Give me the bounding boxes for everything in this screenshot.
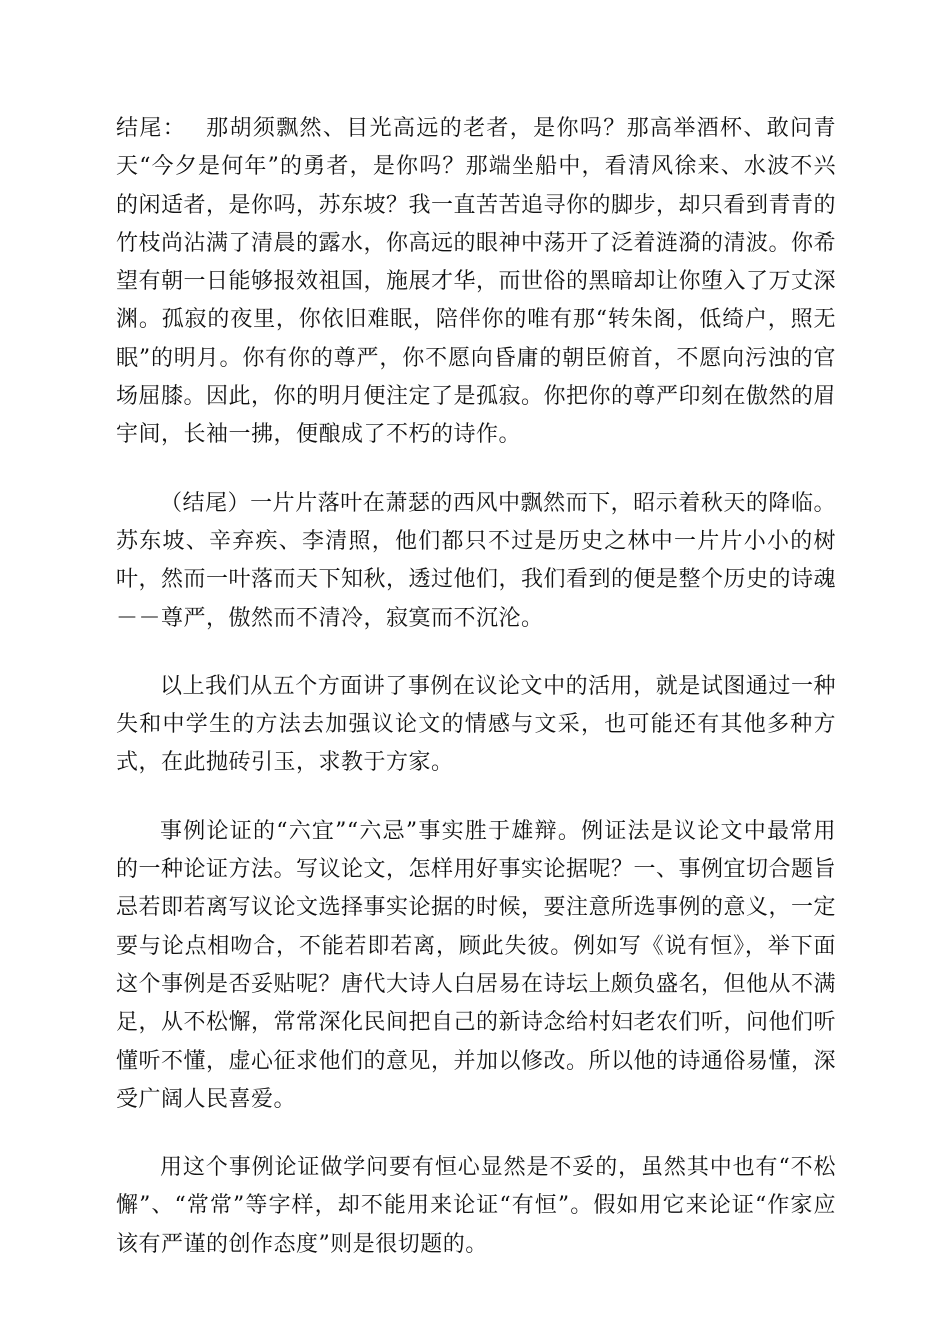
document-body xyxy=(116,110,836,1294)
paragraph-text: 那胡须飘然、目光高远的老者，是你吗？那高举酒杯、敢问青天“今夕是何年”的勇者，是你吗？那端坐船中，看清风徐来、水波不兴的闲适者，是你吗，苏东坡？我一直苦苦追寻你的脚步，却只看到青青的竹枝尚沾满了清晨的露水，你高远的眼神中荡开了泛着涟漪的清波。你希望有朝一日能够报效祖国，施展才华，而世俗的黑暗却让你堕入了万丈深渊。孤寂的夜里，你依旧难眠，陪伴你的唯有那“转朱阁，低绮户，照无眠”的明月。你有你的尊严，你不愿向昏庸的朝臣俯首，不愿向污浊的官场屈膝。因此，你的明月便注定了是孤寂。你把你的尊严印刻在傲然的眉宇间，长袖一拂，便酿成了不朽的诗作。 xyxy=(116,116,837,448)
paragraph-label: 结尾： xyxy=(116,116,187,141)
paragraph-ending-1 xyxy=(116,110,836,455)
paragraph-six-rules: 事例论证的“六宜”“六忌”事实胜于雄辩。例证法是议论文中最常用的一种论证方法。写议论文，怎样用好事实论据呢？一、事例宜切合题旨忌若即若离写议论文选择事实论据的时候，要注意所选事例的意义，一定要与论点相吻合，不能若即若离，顾此失彼。例如写《说有恒》，举下面这个事例是否妥贴呢？唐代大诗人白居易在诗坛上颇负盛名，但他从不满足，从不松懈，常常深化民间把自己的新诗念给村妇老农们听，问他们听懂听不懂，虚心征求他们的意见，并加以修改。所以他的诗通俗易懂，深受广阔人民喜爱。 xyxy=(116,818,837,1112)
paragraph-ending-2: （结尾）一片片落叶在萧瑟的西风中飘然而下，昭示着秋天的降临。苏东坡、辛弃疾、李清照，他们都只不过是历史之林中一片片小小的树叶，然而一叶落而天下知秋，透过他们，我们看到的便是整个历史的诗魂－－尊严，傲然而不清冷，寂寞而不沉沦。 xyxy=(116,490,837,631)
paragraph-summary: 以上我们从五个方面讲了事例在议论文中的活用，就是试图通过一种失和中学生的方法去加强议论文的情感与文采，也可能还有其他多种方式，在此抛砖引玉，求教于方家。 xyxy=(116,673,836,776)
paragraph-analysis: 用这个事例论证做学问要有恒心显然是不妥的，虽然其中也有“不松懈”、“常常”等字样，却不能用来论证“有恒”。假如用它来论证“作家应该有严谨的创作态度”则是很切题的。 xyxy=(116,1155,836,1257)
